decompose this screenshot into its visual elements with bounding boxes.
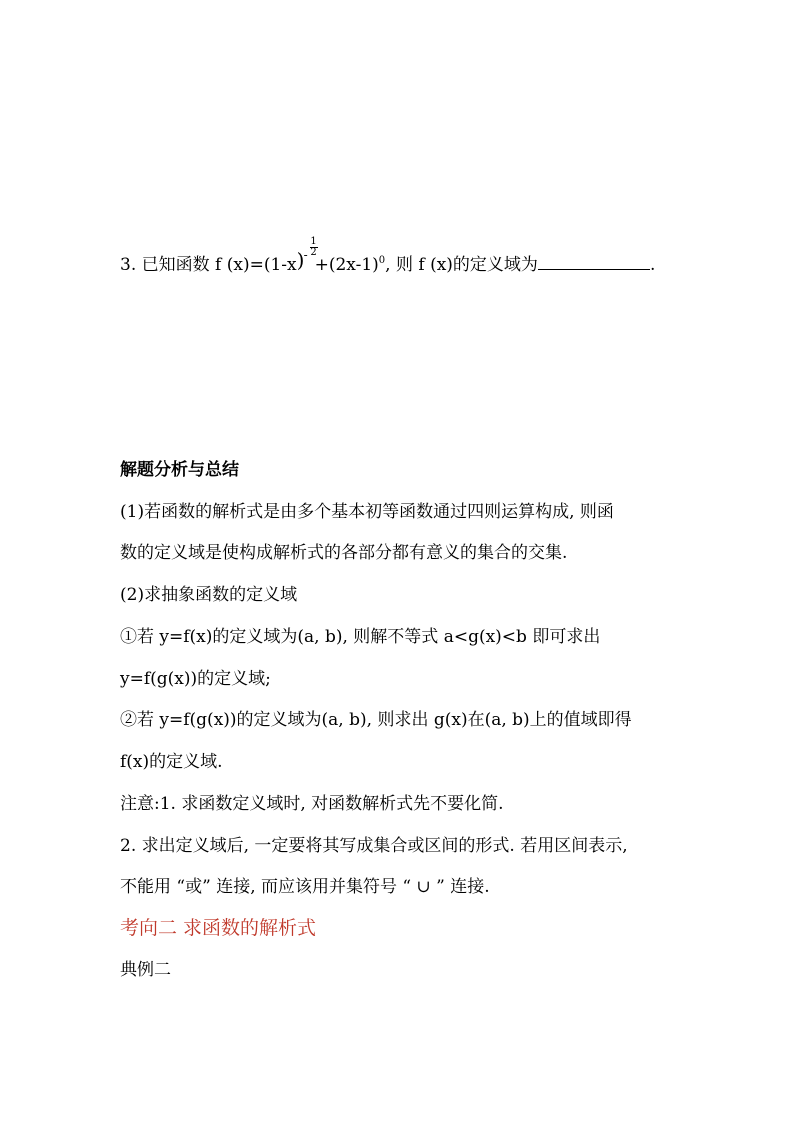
analysis-line: 数的定义域是使构成解析式的各部分都有意义的集合的交集. [120,543,568,563]
problem-prefix: 3. 已知函数 f (x)=(1-x [120,255,297,275]
exponent-minus: - [303,248,308,262]
analysis-line: f(x)的定义域. [120,752,223,772]
zero-exponent: 0 [378,255,386,266]
analysis-line: y=f(g(x))的定义域; [120,669,271,689]
analysis-heading: 解题分析与总结 [120,460,239,480]
analysis-line: (1)若函数的解析式是由多个基本初等函数通过四则运算构成, 则函 [120,502,614,522]
analysis-line: ①若 y=f(x)的定义域为(a, b), 则解不等式 a<g(x)<b 即可求出 [120,627,601,647]
exponent-neg-half [296,236,317,275]
problem-end: . [649,255,656,275]
section-title: 考向二 求函数的解析式 [120,917,317,939]
example-label: 典例二 [120,960,171,980]
exponent-denominator: 2 [310,247,317,258]
exponent-numerator: 1 [310,236,317,247]
problem-middle: +(2x-1) [314,255,379,275]
analysis-line: (2)求抽象函数的定义域 [120,585,298,605]
analysis-line: 不能用 “或” 连接, 而应该用并集符号 “ ∪ ” 连接. [120,877,490,897]
analysis-line: 2. 求出定义域后, 一定要将其写成集合或区间的形式. 若用区间表示, [120,836,628,856]
problem-suffix: , 则 f (x)的定义域为 [385,255,538,275]
close-paren-icon: ) [296,248,305,272]
exponent-fraction [310,237,318,258]
analysis-line: ②若 y=f(g(x))的定义域为(a, b), 则求出 g(x)在(a, b)上的值域即得 [120,710,632,730]
problem-3 [120,236,680,280]
answer-blank[interactable] [538,251,650,270]
analysis-line: 注意:1. 求函数定义域时, 对函数解析式先不要化简. [120,794,504,814]
